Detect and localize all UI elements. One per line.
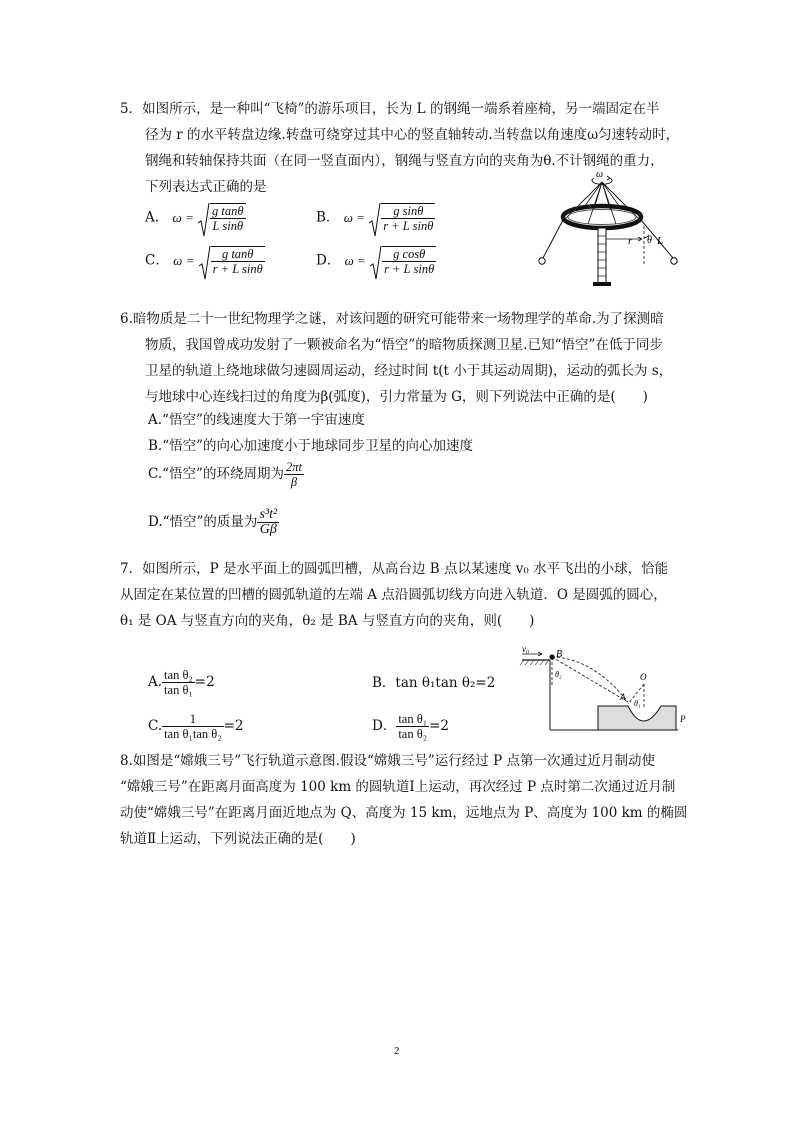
fig-B-label: B [556,649,563,660]
q5-option-a [145,203,246,233]
q6-line4: 与地球中心连线扫过的角度为β(弧度)，引力常量为 G，则下列说法中正确的是( ) [145,389,648,405]
q5-b-denominator: r + L sinθ [383,219,434,233]
q6-c-numerator: 2πt [285,460,302,474]
q5-option-c [145,246,265,276]
q7-line3: θ₁ 是 OA 与竖直方向的夹角，θ₂ 是 BA 与竖直方向的夹角，则( ) [120,613,535,629]
page-number: 2 [394,1045,400,1057]
q5-c-denominator: r + L sinθ [212,262,263,276]
q6-option-d-text: D.“悟空”的质量为 [148,514,258,530]
q7-option-d-label: D． [372,718,397,734]
fig-theta1-label: θ₁ [634,699,641,708]
omega-eq: ω = [343,210,365,225]
q5-option-d [316,246,436,276]
q5-c-numerator: g tanθ [211,247,265,262]
q7-c-denominator: tan θ₁tan θ₂ [164,727,222,741]
q7-line1: 7．如图所示，P 是水平面上的圆弧凹槽，从高台边 B 点以某速度 v₀ 水平飞出的小球，恰能 [120,561,669,577]
fig-L-label: L [657,235,664,247]
q5-a-denominator: L sinθ [212,219,244,233]
q6-c-denominator: β [290,475,298,489]
q7-option-d-tail: =2 [429,718,449,734]
q5-line3: 钢绳和转轴保持共面（在同一竖直面内），钢绳与竖直方向的夹角为θ.不计钢绳的重力， [145,153,664,169]
q6-line3: 卫星的轨道上绕地球做匀速圆周运动，经过时间 t(t 小于其运动周期)，运动的弧长为 s， [145,363,673,379]
sqrt-symbol [198,203,246,233]
q7-d-denominator: tan θ₂ [398,727,428,741]
q6-option-a: A.“悟空”的线速度大于第一宇宙速度 [148,412,365,428]
q5-d-denominator: r + L sinθ [384,262,435,276]
q6-option-c-text: C.“悟空”的环绕周期为 [148,466,284,482]
q6-option-d [148,508,279,537]
q7-c-numerator: 1 [162,712,223,727]
q5-a-numerator: g tanθ [212,204,244,218]
omega-eq: ω = [172,210,194,225]
q5-line4: 下列表达式正确的是 [145,179,267,195]
q6-option-b: B.“悟空”的向心加速度小于地球同步卫星的向心加速度 [148,438,474,454]
q6-option-c [148,460,304,489]
fig-omega-label: ω [596,169,604,180]
q8-line1: 8.如图是“嫦娥三号”飞行轨道示意图.假设“嫦娥三号”运行经过 P 点第一次通过近月制动使 [120,753,655,769]
q6-d-numerator: s³t² [259,507,278,522]
q7-a-denominator: tan θ₁ [164,683,193,697]
q6-d-denominator: Gβ [259,522,277,537]
q5-b-numerator: g sinθ [381,204,435,219]
flying-chair-figure [532,168,682,290]
fig-r-label: r [628,235,633,247]
omega-eq: ω = [173,253,195,268]
sqrt-symbol [369,203,435,233]
fig-P-label: P [680,714,686,724]
sqrt-symbol [199,246,265,276]
q8-line4: 轨道Ⅱ上运动，下列说法正确的是( ) [120,831,356,847]
q7-a-numerator: tan θ₂ [164,668,193,682]
q5-option-b-label: B． [316,209,340,226]
fig-theta-label: θ [647,235,652,246]
q7-option-c-tail: =2 [223,718,244,734]
sqrt-symbol [370,246,436,276]
q5-line2: 径为 r 的水平转盘边缘.转盘可绕穿过其中心的竖直轴转动.当转盘以角速度ω匀速转动时， [145,127,680,143]
q7-option-a-tail: =2 [194,674,215,690]
q7-option-d [372,712,449,741]
q6-line1: 6.暗物质是二十一世纪物理学之谜，对该问题的研究可能带来一场物理学的革命.为了探测暗 [120,311,664,327]
q7-line2: 从固定在某位置的凹槽的圆弧轨道的左端 A 点沿圆弧切线方向进入轨道．O 是圆弧的圆心， [120,587,667,603]
q7-option-c [148,712,244,741]
projectile-groove-figure [518,644,688,736]
q8-line2: “嫦娥三号”在距离月面高度为 100 km 的圆轨道Ⅰ上运动，再次经过 P 点时第二次通过近月制 [120,779,676,795]
q8-line3: 动使“嫦娥三号”在距离月面近地点为 Q、高度为 15 km，远地点为 P、高度为 100 km 的椭圆 [120,805,688,821]
fig-O-label: O [640,672,647,682]
q7-option-c-label: C. [148,718,163,734]
q7-option-b: B．tan θ₁tan θ₂=2 [372,675,496,691]
q5-d-numerator: g cosθ [382,247,436,262]
q5-line1: 5．如图所示，是一种叫“飞椅”的游乐项目，长为 L 的钢绳一端系着座椅，另一端固定在半 [120,101,660,117]
fig-v0-label: v₀ [522,644,530,654]
q5-option-d-label: D． [316,252,341,269]
fig-A-label: A [620,692,626,702]
omega-eq: ω = [344,253,366,268]
q6-line2: 物质，我国曾成功发射了一颗被命名为“悟空”的暗物质探测卫星.已知“悟空”在低于同步 [145,337,663,353]
q7-option-a [148,668,215,697]
q5-option-a-label: A． [145,209,169,226]
q7-d-numerator: tan θ₁ [398,712,428,726]
fig-theta2-label: θ₂ [555,670,562,679]
q5-option-c-label: C． [145,252,169,269]
q5-option-b [316,203,435,233]
q7-option-a-label: A. [148,674,163,690]
